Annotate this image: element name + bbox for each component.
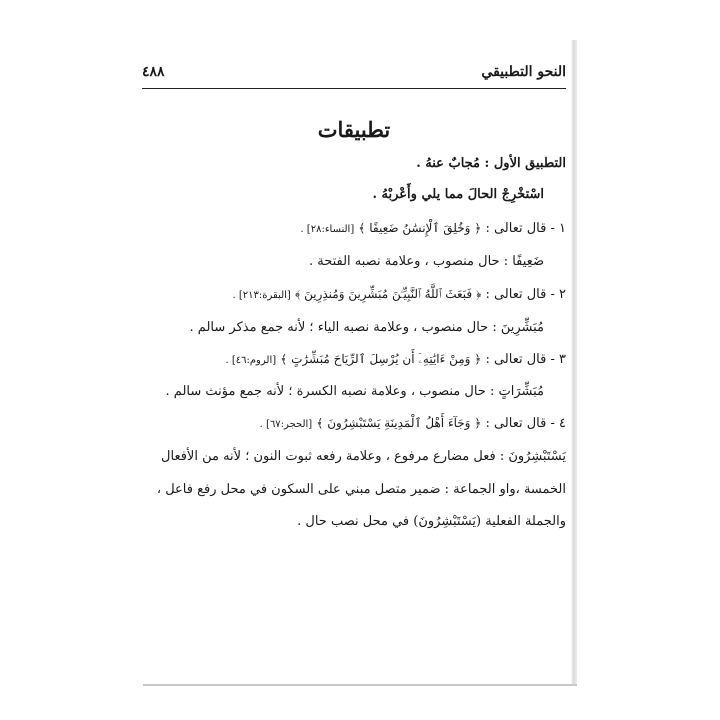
section-title: تطبيقات (317, 117, 391, 142)
question-1 (156, 219, 566, 239)
question-prompt: ١ - قال تعالى : (485, 221, 566, 236)
answer-1: ضَعِيفًا : حال منصوب ، وعلامة نصبه الفتحة . (308, 254, 544, 269)
verse-reference: [الحجر:٦٧] . (259, 419, 313, 430)
analysis-line-1: يَسْتَبْشِرُونَ : فعل مضارع مرفوع ، وعلامة رفعه ثبوت النون ؛ لأنه من الأفعال (161, 449, 566, 464)
question-2 (156, 285, 566, 305)
quran-verse: ﴿ وَخُلِقَ ٱلْإِنسَٰنُ ضَعِيفًا ﴾ (358, 221, 482, 235)
quran-verse: ﴿ فَبَعَثَ ٱللَّهُ ٱلنَّبِيِّـۧنَ مُبَشِّرِينَ وَمُنذِرِينَ ﴾ (294, 287, 482, 301)
question-3 (156, 350, 566, 370)
quran-verse: ﴿ وَمِنْ ءَايَٰتِهِۦٓ أَن يُرْسِلَ ٱلرِّيَاحَ مُبَشِّرَٰتٍ ﴾ (280, 352, 482, 366)
question-prompt: ٤ - قال تعالى : (485, 416, 566, 431)
page-number: ٤٨٨ (142, 64, 165, 80)
exercise-heading: التطبيق الأول : مُجابٌ عنهُ . (416, 156, 566, 171)
quran-verse: ﴿ وَجَآءَ أَهْلُ ٱلْمَدِينَةِ يَسْتَبْشِرُونَ ﴾ (316, 416, 482, 430)
analysis-line-3: والجملة الفعلية (يَسْتَبْشِرُونَ) في محل نصب حال . (297, 514, 566, 529)
verse-reference: [البقرة:٢١٣] . (232, 290, 291, 301)
running-header-title: النحو التطبيقي (481, 64, 566, 80)
page-bottom-edge (143, 684, 577, 686)
verse-reference: [النساء:٢٨] . (300, 224, 355, 235)
running-header (142, 64, 566, 86)
question-prompt: ٣ - قال تعالى : (485, 352, 566, 367)
verse-reference: [الروم:٤٦] . (225, 355, 277, 366)
answer-3: مُبَشِّرَاتٍ : حال منصوب ، وعلامة نصبه الكسرة ؛ لأنه جمع مؤنث سالم . (165, 384, 544, 399)
question-prompt: ٢ - قال تعالى : (485, 287, 566, 302)
analysis-line-2: الخمسة ،واو الجماعة : ضمير متصل مبني على السكون في محل رفع فاعل ، (156, 482, 566, 497)
header-rule (142, 88, 566, 89)
exercise-instruction: اسْتخْرِجْ الحالَ مما يلي وأَعْربْهُ . (372, 187, 544, 202)
question-4 (156, 414, 566, 434)
page-edge-shadow (571, 40, 577, 686)
answer-2: مُبَشِّرِينَ : حال منصوب ، وعلامة نصبه الياء ؛ لأنه جمع مذكر سالم . (189, 320, 544, 335)
